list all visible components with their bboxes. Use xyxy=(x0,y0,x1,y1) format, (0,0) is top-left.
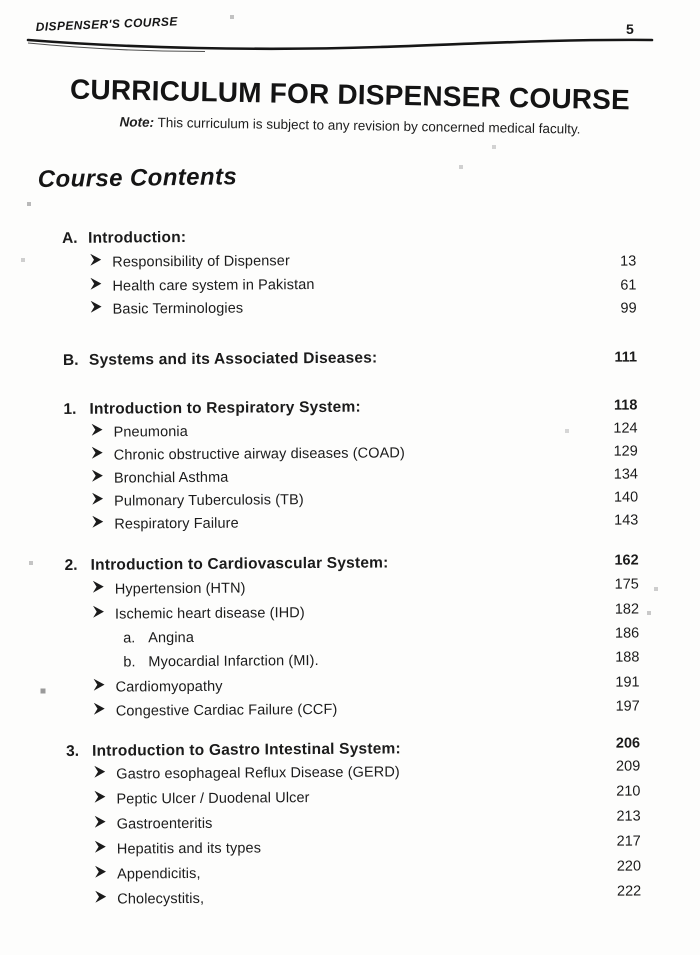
toc-item-page-number: 222 xyxy=(616,883,642,900)
toc-item-title: Congestive Cardiac Failure (CCF) xyxy=(115,701,338,720)
toc-item-title: Myocardial Infarction (MI). xyxy=(148,653,319,671)
toc-item-title: Pulmonary Tuberculosis (TB) xyxy=(114,492,304,510)
toc-item-title: Bronchial Asthma xyxy=(113,469,229,487)
toc-item xyxy=(63,883,642,916)
toc-item-page-number: 220 xyxy=(616,858,642,875)
section-title: Introduction to Cardiovascular System: xyxy=(90,554,389,575)
section-title: Systems and its Associated Diseases: xyxy=(88,348,378,369)
toc-section xyxy=(58,225,637,325)
arrow-bullet-icon xyxy=(90,277,112,289)
arrow-bullet-icon xyxy=(95,890,117,902)
arrow-bullet-icon xyxy=(92,469,114,481)
section-page-number: 118 xyxy=(613,396,638,414)
toc-item-page-number: 217 xyxy=(616,833,641,850)
arrow-bullet-icon xyxy=(95,865,117,877)
document-note xyxy=(0,113,700,139)
arrow-bullet-icon xyxy=(94,791,116,803)
toc-item-page-number: 213 xyxy=(616,808,641,825)
toc-item-page-number: 129 xyxy=(613,443,638,460)
section-page-number: 206 xyxy=(615,735,641,752)
toc-item-page-number: 124 xyxy=(613,419,638,437)
arrow-bullet-icon xyxy=(95,840,117,852)
toc-item-title: Health care system in Pakistan xyxy=(112,276,315,295)
toc-item-page-number: 61 xyxy=(620,276,637,294)
arrow-bullet-icon xyxy=(90,254,112,266)
arrow-bullet-icon xyxy=(92,493,114,505)
toc-item-title: Peptic Ulcer / Duodenal Ulcer xyxy=(116,790,310,808)
toc-item-page-number: 134 xyxy=(613,466,638,483)
toc-item-title: Cardiomyopathy xyxy=(115,678,223,696)
toc-item-page-number: 175 xyxy=(614,576,639,594)
toc-item-title: Gastro esophageal Reflux Disease (GERD) xyxy=(116,764,400,783)
toc-item xyxy=(60,513,638,541)
arrow-bullet-icon xyxy=(91,301,113,313)
page-number: 5 xyxy=(626,21,634,37)
toc xyxy=(58,225,641,916)
arrow-bullet-icon xyxy=(92,516,114,528)
arrow-bullet-icon xyxy=(94,702,116,714)
section-title: Introduction to Gastro Intestinal System: xyxy=(92,740,401,760)
toc-item-title: Appendicitis, xyxy=(116,865,201,883)
toc-item-page-number: 143 xyxy=(614,512,639,529)
toc-item-page-number: 13 xyxy=(620,253,637,270)
toc-item-title: Angina xyxy=(148,629,195,647)
toc-item-page-number: 186 xyxy=(614,625,640,642)
arrow-bullet-icon xyxy=(92,446,114,458)
section-label: 2. xyxy=(64,557,78,575)
arrow-bullet-icon xyxy=(94,766,116,778)
toc-item-title: Gastroenteritis xyxy=(116,815,213,833)
toc-item-title: Hepatitis and its types xyxy=(116,840,262,858)
toc-item-page-number: 188 xyxy=(615,649,640,666)
arrow-bullet-icon xyxy=(93,605,115,617)
note-text: This curriculum is subject to any revision by concerned medical faculty. xyxy=(153,114,581,137)
toc-item-page-number: 99 xyxy=(620,300,637,317)
toc-item-page-number: 209 xyxy=(615,758,641,775)
toc-item-title: Chronic obstructive airway diseases (COAD) xyxy=(113,444,405,464)
contents-heading: Course Contents xyxy=(37,163,238,194)
arrow-bullet-icon xyxy=(92,423,114,435)
header-rule-line xyxy=(0,28,700,62)
toc-item xyxy=(59,297,637,325)
section-label: 3. xyxy=(66,743,80,761)
section-title: Introduction to Respiratory System: xyxy=(89,398,361,418)
toc-item-page-number: 182 xyxy=(614,601,640,618)
arrow-bullet-icon xyxy=(94,678,116,690)
section-page-number: 162 xyxy=(614,552,639,570)
toc-section xyxy=(62,735,642,917)
sub-item-label: a. xyxy=(123,630,136,647)
section-label: 1. xyxy=(63,400,77,418)
toc-item-title: Ischemic heart disease (IHD) xyxy=(114,604,305,623)
section-label: B. xyxy=(62,351,79,369)
toc-item-title: Responsibility of Dispenser xyxy=(112,253,290,271)
section-label: A. xyxy=(61,229,78,247)
toc-section xyxy=(59,396,638,540)
toc-section xyxy=(59,347,637,377)
section-title: Introduction: xyxy=(87,228,187,247)
toc-section-heading xyxy=(59,347,637,377)
note-label: Note: xyxy=(119,114,155,130)
section-page-number: 111 xyxy=(614,348,638,366)
toc-item-page-number: 197 xyxy=(615,698,640,715)
document-title: CURRICULUM FOR DISPENSER COURSE xyxy=(69,73,631,116)
arrow-bullet-icon xyxy=(95,816,117,828)
toc-item-title: Cholecystitis, xyxy=(117,890,205,908)
arrow-bullet-icon xyxy=(93,581,115,593)
toc-item-page-number: 140 xyxy=(613,489,639,506)
sub-item-label: b. xyxy=(123,654,136,671)
toc-item-title: Basic Terminologies xyxy=(112,300,244,318)
running-header: DISPENSER'S COURSE xyxy=(35,14,178,34)
toc-item-title: Hypertension (HTN) xyxy=(114,580,246,599)
toc-item-page-number: 191 xyxy=(615,674,640,691)
scan-noise xyxy=(0,0,2,2)
toc-section xyxy=(61,553,640,728)
toc-item xyxy=(62,699,640,728)
toc-item-page-number: 210 xyxy=(616,783,641,800)
toc-item-title: Pneumonia xyxy=(113,423,188,441)
toc-item-title: Respiratory Failure xyxy=(114,515,239,533)
